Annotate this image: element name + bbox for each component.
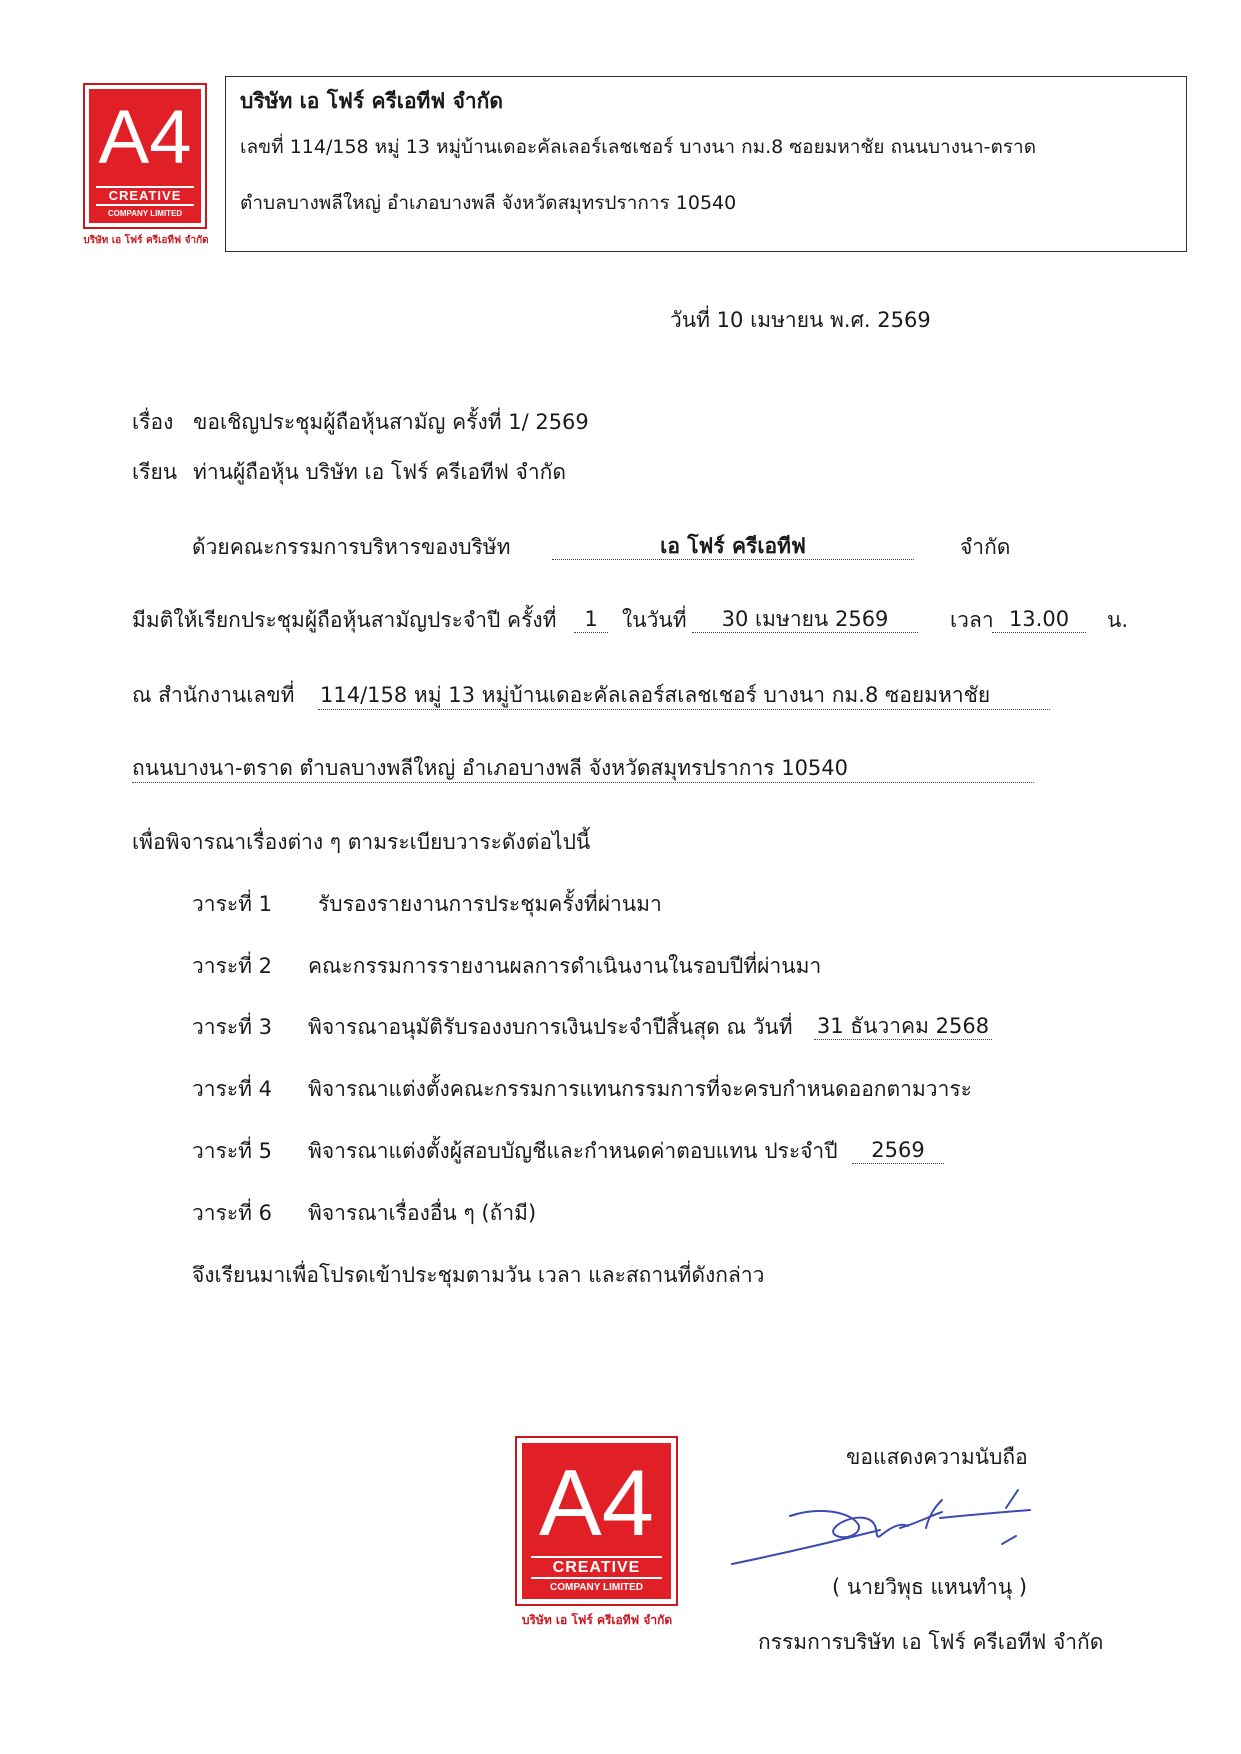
company-header-box	[225, 76, 1187, 252]
logo-creative-text: CREATIVE	[96, 186, 194, 206]
signature-regards: ขอแสดงความนับถือ	[846, 1445, 1028, 1469]
signatory-position: กรรมการบริษัท เอ โฟร์ ครีเอทีฟ จำกัด	[758, 1630, 1104, 1654]
agenda-5-label: วาระที่ 5	[192, 1139, 273, 1163]
venue-label: ณ สำนักงานเลขที่	[132, 683, 295, 707]
agenda-2-label: วาระที่ 2	[192, 954, 273, 978]
agenda-3-text: พิจารณาอนุมัติรับรองงบการเงินประจำปีสิ้นสุด ณ วันที่	[308, 1015, 793, 1039]
agenda-3-date-fill: 31 ธันวาคม 2568	[814, 1013, 992, 1040]
company-name: บริษัท เอ โฟร์ ครีเอทีฟ จำกัด	[240, 89, 504, 113]
signatory-name: ( นายวิพุธ แหนทำนุ )	[832, 1575, 1028, 1599]
stamp-company-limited: COMPANY LIMITED	[550, 1582, 643, 1593]
stamp-a4-mark: A4	[539, 1450, 654, 1555]
meeting-time-unit: น.	[1107, 608, 1129, 632]
logo-company-limited: COMPANY LIMITED	[107, 209, 183, 218]
meeting-date-label: ในวันที่	[622, 608, 687, 632]
agenda-5-year-fill: 2569	[852, 1137, 944, 1164]
handwritten-signature	[730, 1482, 1060, 1582]
logo-thai-name: บริษัท เอ โฟร์ ครีเอทีฟ จำกัด	[83, 235, 209, 246]
agenda-5-text: พิจารณาแต่งตั้งผู้สอบบัญชีและกำหนดค่าตอบแทน ประจำปี	[308, 1139, 838, 1163]
agenda-4-text: พิจารณาแต่งตั้งคณะกรรมการแทนกรรมการที่จะครบกำหนดออกตามวาระ	[308, 1077, 972, 1101]
meeting-time-fill: 13.00	[992, 606, 1086, 633]
company-logo-stamp	[512, 1436, 682, 1636]
agenda-4-label: วาระที่ 4	[192, 1077, 273, 1101]
agenda-intro: เพื่อพิจารณาเรื่องต่าง ๆ ตามระเบียบวาระดังต่อไปนี้	[132, 830, 591, 854]
stamp-creative-text: CREATIVE	[531, 1556, 662, 1579]
subject-text: ขอเชิญประชุมผู้ถือหุ้นสามัญ ครั้งที่ 1/ 2569	[193, 410, 589, 434]
body-line-1-suffix: จำกัด	[960, 535, 1011, 559]
stamp-thai-name: บริษัท เอ โฟร์ ครีเอทีฟ จำกัด	[521, 1613, 673, 1627]
subject-label: เรื่อง	[132, 410, 174, 434]
agenda-6-label: วาระที่ 6	[192, 1201, 273, 1225]
venue-line-2: ถนนบางนา-ตราด ตำบลบางพลีใหญ่ อำเภอบางพลี จังหวัดสมุทรปราการ 10540	[132, 754, 1034, 783]
letter-date: วันที่ 10 เมษายน พ.ศ. 2569	[670, 308, 931, 332]
agenda-3-label: วาระที่ 3	[192, 1015, 273, 1039]
body-line-1-prefix: ด้วยคณะกรรมการบริหารของบริษัท	[192, 535, 511, 559]
agenda-2-text: คณะกรรมการรายงานผลการดำเนินงานในรอบปีที่ผ่านมา	[308, 954, 822, 978]
agenda-1-label: วาระที่ 1	[192, 892, 273, 916]
recipient-label: เรียน	[132, 460, 178, 484]
agenda-6-text: พิจารณาเรื่องอื่น ๆ (ถ้ามี)	[308, 1201, 537, 1225]
company-name-fill: เอ โฟร์ ครีเอทีฟ	[552, 533, 914, 560]
company-logo-top	[78, 80, 214, 260]
meeting-time-label: เวลา	[950, 608, 994, 632]
body-line-2-prefix: มีมติให้เรียกประชุมผู้ถือหุ้นสามัญประจำปี ครั้งที่	[132, 608, 557, 632]
recipient-text: ท่านผู้ถือหุ้น บริษัท เอ โฟร์ ครีเอทีฟ จำกัด	[193, 460, 566, 484]
logo-a4-mark: A4	[98, 95, 192, 180]
meeting-date-fill: 30 เมษายน 2569	[692, 606, 918, 633]
venue-line-1: 114/158 หมู่ 13 หมู่บ้านเดอะคัลเลอร์สเลชเชอร์ บางนา กม.8 ซอยมหาชัย	[318, 681, 1050, 710]
meeting-number-fill: 1	[574, 606, 608, 633]
agenda-1-text: รับรองรายงานการประชุมครั้งที่ผ่านมา	[318, 892, 662, 916]
closing-sentence: จึงเรียนมาเพื่อโปรดเข้าประชุมตามวัน เวลา และสถานที่ดังกล่าว	[192, 1263, 765, 1287]
company-address-line-1: เลขที่ 114/158 หมู่ 13 หมู่บ้านเดอะคัลเลอร์เลชเชอร์ บางนา กม.8 ซอยมหาชัย ถนนบางนา-ตราด	[240, 136, 1037, 158]
company-address-line-2: ตำบลบางพลีใหญ่ อำเภอบางพลี จังหวัดสมุทรปราการ 10540	[240, 192, 737, 214]
